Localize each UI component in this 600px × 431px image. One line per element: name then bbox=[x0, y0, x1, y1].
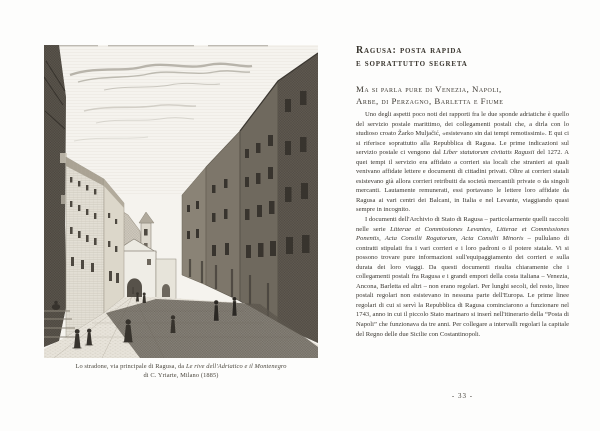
figure-caption bbox=[44, 362, 318, 380]
article-subtitle-line1: Ma si parla pure di Venezia, Napoli, bbox=[356, 84, 502, 94]
figure-plate bbox=[44, 45, 318, 380]
article-title-line2: e soprattutto segreta bbox=[356, 58, 468, 69]
article-body bbox=[356, 110, 569, 339]
figure-caption-line2: di C. Yriarte, Milano (1885) bbox=[143, 372, 219, 380]
figure-caption-line1: Lo stradone, via principale di Ragusa, da Le rive dell'Adriatico e il Montenegro bbox=[75, 363, 287, 370]
body-paragraph-2: I documenti dell'Archivio di Stato di Ragusa – particolarmente quelli raccolti nelle serie Litterae et Commissiones Levantes, Litterae et Commissiones Ponentis, Acta Consilii Rogatorum, Acta Consilii Minoris – pullulano di contratti stipulati fra i vari corrieri e i loro padroni o il potere statale. Vi si possono trovare pure informazioni sull'equipaggiamento dei corrieri e sulla durata dei loro viaggi. Da questi documenti risulta chiaramente che i collegamenti postali fra Ragusa e i grandi empori della costa italiana – Venezia, Ancona, Barletta ed altri – non erano regolari. Per lunghi secoli, del resto, linee postali regolari non esistevano in nessuna parte dell'Europa. Le prime linee regolari di cui si servì la Repubblica di Ragusa cominciarono a funzionare nel 1743, anno in cui il piccolo Stato marinaro si inserì nell'itinerario della “Posta di Napoli” che funzionava da tre anni. Per collegare a intervalli regolari la capitale del Regno delle due Sicilie con Costantinopoli. bbox=[356, 216, 570, 338]
right-page bbox=[330, 0, 600, 431]
article-subtitle bbox=[356, 84, 572, 107]
article-subtitle-line2: Arbe, di Perzagno, Barletta e Fiume bbox=[356, 95, 504, 106]
page-number: - 33 - bbox=[451, 392, 474, 400]
stradun-engraving-illustration bbox=[44, 45, 318, 358]
article-title bbox=[356, 44, 572, 70]
body-paragraph-1: Uno degli aspetti poco noti dei rapporti fra le due sponde adriatiche è quello del servizio postale marittimo, dei collegamenti postali che, a dirla con lo studioso croato Žarko Muljačić, «esistevano sin dai tempi remotissimi». E qui ci si riferisce soprattutto alla Repubblica di Ragusa. Le prime indicazioni sul servizio postale ci vengono dal Liber statutorum civitatis Ragusii del 1272. A quei tempi il servizio era affidato a corrieri sia locali che stranieri ai quali venivano affidate lettere e documenti di cittadini privati. Oltre ai corrieri statali esistevano già allora corrieri retribuiti da società mercantili private o da singoli mercanti. Lautamente remunerati, essi portavano le lettere loro affidate da Ragusa ai vari centri dei Balcani, in Italia e nel Levante, viaggiando quasi sempre in incognito. bbox=[356, 111, 569, 214]
article-title-line1: Ragusa: posta rapida bbox=[356, 45, 463, 56]
